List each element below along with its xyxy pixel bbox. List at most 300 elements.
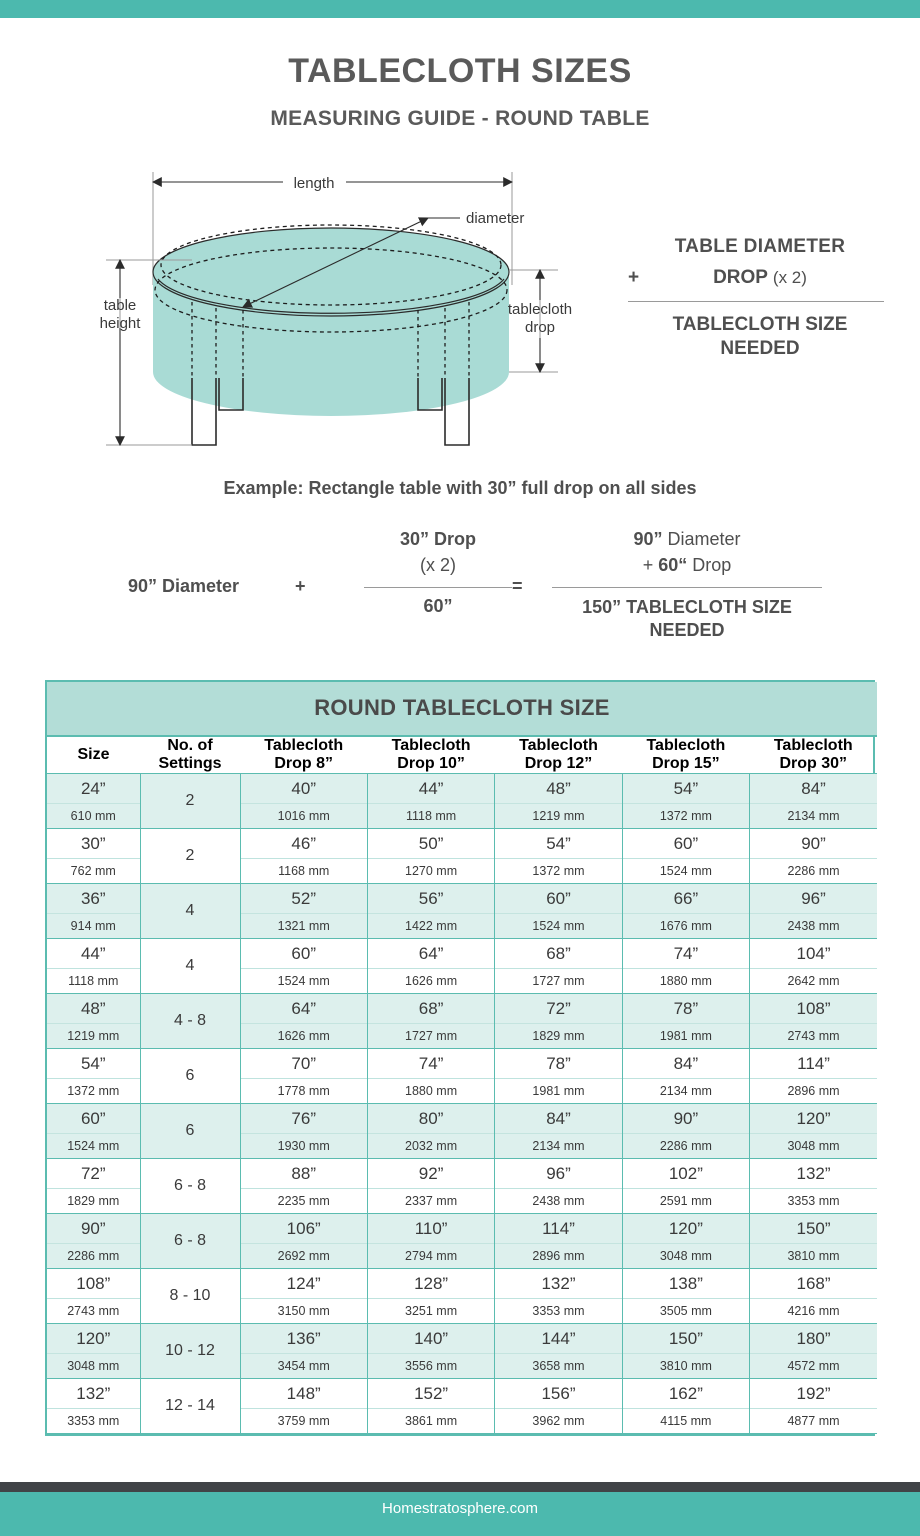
page-title: TABLECLOTH SIZES — [288, 52, 632, 90]
table-row — [47, 1324, 877, 1379]
cell-drop-30-mm: 2743 mm — [787, 1029, 840, 1043]
cell-drop-30-inches: 108” — [750, 994, 877, 1024]
cell-drop-30-mm: 2286 mm — [787, 864, 840, 878]
cell-settings: 6 - 8 — [140, 1159, 240, 1214]
cell-drop-15-inches: 60” — [623, 829, 749, 859]
table-row — [47, 884, 877, 939]
table-header-row — [47, 736, 877, 774]
footer-dark-bar — [0, 1482, 920, 1492]
cell-drop-15-mm: 2591 mm — [659, 1194, 712, 1208]
cell-drop-15-inches: 120” — [623, 1214, 749, 1244]
cell-drop-30-mm: 3353 mm — [787, 1194, 840, 1208]
cell-drop-15 — [622, 939, 749, 994]
cell-drop-12 — [495, 1379, 622, 1434]
cell-drop-8-inches: 148” — [241, 1379, 367, 1409]
cell-drop-15-inches: 150” — [623, 1324, 749, 1354]
cell-drop-12-mm: 1727 mm — [532, 974, 585, 988]
cell-drop-12-inches: 72” — [495, 994, 621, 1024]
cell-drop-8-inches: 88” — [241, 1159, 367, 1189]
cell-drop-10-inches: 56” — [368, 884, 494, 914]
cell-drop-12 — [495, 774, 622, 829]
example-result-drop-value: 60“ — [658, 555, 688, 576]
cell-settings: 12 - 14 — [140, 1379, 240, 1434]
cell-drop-12-mm: 2134 mm — [532, 1139, 585, 1153]
cell-drop-8 — [240, 1049, 367, 1104]
cell-size — [47, 1324, 140, 1379]
round-table-diagram — [88, 160, 588, 460]
cell-drop-10-mm: 1118 mm — [405, 809, 457, 823]
cell-size-mm: 3048 mm — [67, 1359, 120, 1373]
cell-size-inches: 120” — [47, 1324, 140, 1354]
cell-drop-8 — [240, 1159, 367, 1214]
cell-drop-30-inches: 104” — [750, 939, 877, 969]
cell-drop-12-mm: 3353 mm — [532, 1304, 585, 1318]
cell-drop-12-mm: 2438 mm — [532, 1194, 585, 1208]
table-title: ROUND TABLECLOTH SIZE — [47, 682, 877, 736]
cell-drop-12-mm: 1372 mm — [532, 864, 585, 878]
cell-drop-10-mm: 3556 mm — [405, 1359, 458, 1373]
cell-drop-15 — [622, 1214, 749, 1269]
cell-drop-10-inches: 140” — [368, 1324, 494, 1354]
cell-drop-15 — [622, 1324, 749, 1379]
cell-drop-30 — [750, 1324, 877, 1379]
cell-drop-30-mm: 4877 mm — [787, 1414, 840, 1428]
formula-divider — [628, 301, 884, 302]
example-result-drop-label: Drop — [692, 555, 732, 576]
cell-size-inches: 44” — [47, 939, 140, 969]
col-header-drop-15 — [622, 736, 749, 774]
col-header-drop-12-line2: Drop 12” — [524, 755, 593, 772]
top-accent-band — [0, 0, 920, 18]
cell-drop-10 — [367, 1159, 494, 1214]
cell-drop-10 — [367, 939, 494, 994]
table-row — [47, 1269, 877, 1324]
example-result-diameter-label: Diameter — [667, 529, 741, 549]
cell-settings: 6 — [140, 1104, 240, 1159]
col-header-settings — [140, 736, 240, 774]
cell-drop-10 — [367, 1049, 494, 1104]
cell-drop-10-mm: 2794 mm — [405, 1249, 458, 1263]
cell-drop-8-mm: 1626 mm — [277, 1029, 330, 1043]
cell-drop-10 — [367, 774, 494, 829]
example-result-numerator — [548, 526, 826, 578]
cell-drop-15-mm: 1676 mm — [659, 919, 712, 933]
cell-drop-12-mm: 1981 mm — [532, 1084, 585, 1098]
cell-drop-30-inches: 114” — [750, 1049, 877, 1079]
example-result-total-line2: NEEDED — [649, 620, 725, 641]
table-row — [47, 1379, 877, 1434]
col-header-drop-10-line1: Tablecloth — [391, 737, 471, 754]
cell-drop-8-inches: 106” — [241, 1214, 367, 1244]
cell-size-mm: 610 mm — [70, 809, 116, 823]
cell-drop-15-mm: 1524 mm — [659, 864, 712, 878]
cell-drop-30-mm: 2642 mm — [787, 974, 840, 988]
cell-size-mm: 2286 mm — [67, 1249, 120, 1263]
cell-drop-8-mm: 1930 mm — [277, 1139, 330, 1153]
example-fraction-result — [548, 526, 826, 642]
cell-drop-12-inches: 114” — [495, 1214, 621, 1244]
col-header-drop-15-line2: Drop 15” — [652, 755, 720, 772]
cell-drop-8 — [240, 1324, 367, 1379]
footer-site-name: Homestratosphere.com — [382, 1500, 538, 1517]
cell-drop-10 — [367, 1269, 494, 1324]
cell-drop-8-inches: 46” — [241, 829, 367, 859]
cell-drop-10-mm: 3251 mm — [405, 1304, 458, 1318]
example-fraction-bar — [364, 587, 512, 588]
cell-drop-12 — [495, 1214, 622, 1269]
cell-drop-30 — [750, 829, 877, 884]
col-header-size — [47, 736, 140, 774]
cell-drop-10 — [367, 829, 494, 884]
cell-drop-10-mm: 1422 mm — [405, 919, 458, 933]
cell-drop-30 — [750, 939, 877, 994]
table-row — [47, 994, 877, 1049]
cell-drop-12-inches: 96” — [495, 1159, 621, 1189]
col-header-drop-30-line1: Tablecloth — [773, 737, 853, 754]
col-header-drop-8-line1: Tablecloth — [264, 737, 344, 754]
cell-drop-12-inches: 84” — [495, 1104, 621, 1134]
cell-drop-8 — [240, 1104, 367, 1159]
cell-drop-12 — [495, 1049, 622, 1104]
cell-size — [47, 1379, 140, 1434]
cell-drop-12-inches: 144” — [495, 1324, 621, 1354]
cell-drop-8-mm: 1321 mm — [277, 919, 330, 933]
cell-drop-15-inches: 162” — [623, 1379, 749, 1409]
example-result-total-line1: 150” TABLECLOTH SIZE — [582, 597, 792, 618]
cell-size — [47, 884, 140, 939]
cell-drop-15-inches: 74” — [623, 939, 749, 969]
cell-drop-15-inches: 102” — [623, 1159, 749, 1189]
cell-drop-15-inches: 54” — [623, 774, 749, 804]
cell-drop-15-inches: 78” — [623, 994, 749, 1024]
cell-drop-15-inches: 90” — [623, 1104, 749, 1134]
cell-drop-8 — [240, 884, 367, 939]
round-tablecloth-size-table — [45, 680, 875, 1436]
cell-drop-15-mm: 3810 mm — [659, 1359, 712, 1373]
cell-drop-10 — [367, 1379, 494, 1434]
cell-size-inches: 108” — [47, 1269, 140, 1299]
cell-settings: 10 - 12 — [140, 1324, 240, 1379]
cell-drop-15 — [622, 884, 749, 939]
cell-drop-15-mm: 1880 mm — [659, 974, 712, 988]
cell-size — [47, 1269, 140, 1324]
cell-drop-30-inches: 96” — [750, 884, 877, 914]
cell-drop-15 — [622, 994, 749, 1049]
example-result-denominator — [548, 596, 826, 642]
cell-settings: 4 - 8 — [140, 994, 240, 1049]
cell-drop-12-mm: 3658 mm — [532, 1359, 585, 1373]
col-header-drop-30-line2: Drop 30” — [779, 755, 848, 772]
cell-drop-10 — [367, 1214, 494, 1269]
cell-drop-10-inches: 128” — [368, 1269, 494, 1299]
cell-size-inches: 132” — [47, 1379, 140, 1409]
cell-drop-8-inches: 40” — [241, 774, 367, 804]
cell-size-mm: 3353 mm — [67, 1414, 120, 1428]
cell-size — [47, 939, 140, 994]
col-header-drop-10-line2: Drop 10” — [397, 755, 465, 772]
cell-drop-30-mm: 4572 mm — [787, 1359, 840, 1373]
tablecloth-drop-label-line2: drop — [524, 319, 556, 336]
cell-drop-10-mm: 3861 mm — [405, 1414, 458, 1428]
cell-settings: 2 — [140, 829, 240, 884]
cell-drop-30 — [750, 1214, 877, 1269]
example-title: Example: Rectangle table with 30” full drop on all sides — [223, 478, 697, 498]
cell-drop-12 — [495, 939, 622, 994]
cell-drop-10-inches: 92” — [368, 1159, 494, 1189]
cell-drop-12-mm: 1219 mm — [532, 809, 585, 823]
cell-size — [47, 994, 140, 1049]
formula-result-line2: NEEDED — [720, 338, 800, 360]
col-header-drop-30 — [750, 736, 877, 774]
formula-plus-sign: + — [628, 267, 640, 288]
cell-drop-15 — [622, 1049, 749, 1104]
cell-drop-8-inches: 136” — [241, 1324, 367, 1354]
table-height-label-line1: table — [103, 297, 137, 314]
cell-drop-12-inches: 48” — [495, 774, 621, 804]
cell-drop-10 — [367, 994, 494, 1049]
cell-drop-30 — [750, 1104, 877, 1159]
cell-drop-10-mm: 1626 mm — [405, 974, 458, 988]
cell-drop-30-inches: 180” — [750, 1324, 877, 1354]
cell-drop-8-mm: 2235 mm — [277, 1194, 330, 1208]
cell-drop-30 — [750, 1269, 877, 1324]
table-row — [47, 1214, 877, 1269]
example-drop-denominator: 60” — [423, 596, 453, 617]
cell-drop-8 — [240, 994, 367, 1049]
cell-drop-30-mm: 2134 mm — [787, 809, 840, 823]
formula-result-line1: TABLECLOTH SIZE — [672, 314, 848, 335]
cell-drop-12-inches: 54” — [495, 829, 621, 859]
cell-drop-30-inches: 84” — [750, 774, 877, 804]
cell-drop-30-inches: 192” — [750, 1379, 877, 1409]
cell-drop-30-mm: 3810 mm — [787, 1249, 840, 1263]
cell-size-mm: 1524 mm — [67, 1139, 120, 1153]
cell-drop-10-mm: 1270 mm — [405, 864, 458, 878]
cell-size-mm: 1118 mm — [68, 974, 119, 988]
cell-drop-15-inches: 138” — [623, 1269, 749, 1299]
cell-drop-8-mm: 3454 mm — [277, 1359, 330, 1373]
cell-size-inches: 36” — [47, 884, 140, 914]
cell-drop-30 — [750, 774, 877, 829]
cell-drop-30-inches: 90” — [750, 829, 877, 859]
cell-drop-10 — [367, 884, 494, 939]
cell-drop-10-inches: 74” — [368, 1049, 494, 1079]
cell-drop-15-mm: 1981 mm — [659, 1029, 712, 1043]
cell-drop-30 — [750, 884, 877, 939]
cell-drop-10-mm: 1880 mm — [405, 1084, 458, 1098]
cell-drop-12 — [495, 1159, 622, 1214]
cell-drop-10-mm: 2032 mm — [405, 1139, 458, 1153]
cell-drop-12-mm: 1524 mm — [532, 919, 585, 933]
formula-result — [612, 313, 892, 362]
example-plus-sign: + — [295, 576, 306, 596]
cell-drop-10-mm: 1727 mm — [405, 1029, 458, 1043]
cell-size-mm: 1219 mm — [67, 1029, 120, 1043]
cell-drop-12 — [495, 1104, 622, 1159]
table-row — [47, 1049, 877, 1104]
cell-drop-8-mm: 3759 mm — [277, 1414, 330, 1428]
cell-drop-15 — [622, 1379, 749, 1434]
cell-drop-15-mm: 2286 mm — [659, 1139, 712, 1153]
cell-size-inches: 24” — [47, 774, 140, 804]
cell-drop-30 — [750, 1379, 877, 1434]
cell-drop-30-inches: 120” — [750, 1104, 877, 1134]
cell-drop-30-mm: 3048 mm — [787, 1139, 840, 1153]
cell-drop-30-mm: 4216 mm — [787, 1304, 840, 1318]
formula-drop-label: DROP — [713, 267, 768, 288]
formula-table-diameter: TABLE DIAMETER — [674, 236, 846, 257]
col-header-drop-12 — [495, 736, 622, 774]
cell-drop-8 — [240, 1269, 367, 1324]
cell-settings: 6 — [140, 1049, 240, 1104]
cell-settings: 8 - 10 — [140, 1269, 240, 1324]
cell-drop-10-inches: 68” — [368, 994, 494, 1024]
cell-drop-15-mm: 3505 mm — [659, 1304, 712, 1318]
table-illustration-svg — [88, 160, 588, 460]
cell-size — [47, 1049, 140, 1104]
cell-drop-8-mm: 1524 mm — [277, 974, 330, 988]
formula-block — [612, 236, 892, 362]
cell-drop-30 — [750, 1049, 877, 1104]
cell-drop-15 — [622, 829, 749, 884]
cell-drop-8-mm: 1016 mm — [277, 809, 330, 823]
col-header-drop-12-line1: Tablecloth — [519, 737, 598, 754]
cell-drop-12 — [495, 994, 622, 1049]
cell-size-inches: 72” — [47, 1159, 140, 1189]
cell-drop-8-inches: 124” — [241, 1269, 367, 1299]
cell-drop-8 — [240, 829, 367, 884]
cell-drop-30-mm: 2438 mm — [787, 919, 840, 933]
cell-drop-8 — [240, 1214, 367, 1269]
cell-size-inches: 30” — [47, 829, 140, 859]
cell-size — [47, 1104, 140, 1159]
cell-drop-12-inches: 132” — [495, 1269, 621, 1299]
cell-size-inches: 90” — [47, 1214, 140, 1244]
table-row — [47, 774, 877, 829]
cell-size-mm: 762 mm — [70, 864, 116, 878]
table-row — [47, 939, 877, 994]
table-row — [47, 1104, 877, 1159]
col-header-size-line1: Size — [77, 746, 110, 763]
cell-drop-12-inches: 60” — [495, 884, 621, 914]
cell-size — [47, 829, 140, 884]
cell-drop-10-inches: 44” — [368, 774, 494, 804]
cell-drop-15 — [622, 1159, 749, 1214]
cell-size-mm: 1372 mm — [67, 1084, 120, 1098]
cell-drop-15 — [622, 1104, 749, 1159]
table-body — [47, 774, 877, 1434]
cell-drop-15-inches: 66” — [623, 884, 749, 914]
example-fraction-numerator — [358, 526, 518, 578]
cell-drop-10 — [367, 1104, 494, 1159]
cell-settings: 6 - 8 — [140, 1214, 240, 1269]
cell-drop-8-mm: 3150 mm — [277, 1304, 330, 1318]
example-result-plus: + — [642, 555, 654, 576]
cell-size-inches: 48” — [47, 994, 140, 1024]
cell-drop-8 — [240, 1379, 367, 1434]
cell-drop-8-inches: 76” — [241, 1104, 367, 1134]
cell-drop-30-inches: 132” — [750, 1159, 877, 1189]
cell-drop-12-mm: 1829 mm — [532, 1029, 585, 1043]
cell-drop-15-mm: 3048 mm — [659, 1249, 712, 1263]
formula-drop-row — [612, 267, 892, 289]
cell-drop-8-inches: 70” — [241, 1049, 367, 1079]
cell-drop-12-mm: 2896 mm — [532, 1249, 585, 1263]
cell-drop-12 — [495, 829, 622, 884]
cell-drop-12-mm: 3962 mm — [532, 1414, 585, 1428]
cell-size-inches: 60” — [47, 1104, 140, 1134]
cell-drop-8-mm: 1778 mm — [277, 1084, 330, 1098]
cell-size-mm: 1829 mm — [67, 1194, 120, 1208]
cell-drop-15-inches: 84” — [623, 1049, 749, 1079]
cell-drop-10-inches: 80” — [368, 1104, 494, 1134]
example-equation — [110, 516, 830, 641]
col-header-settings-line2: Settings — [158, 755, 222, 772]
cell-drop-12-inches: 68” — [495, 939, 621, 969]
cell-drop-30-inches: 168” — [750, 1269, 877, 1299]
example-fraction-drop — [358, 526, 518, 617]
cell-drop-10 — [367, 1324, 494, 1379]
example-drop-line1: 30” Drop — [399, 529, 477, 549]
cell-drop-12-inches: 78” — [495, 1049, 621, 1079]
example-result-diameter-value: 90” — [633, 529, 663, 549]
cell-size-mm: 2743 mm — [67, 1304, 120, 1318]
length-label: length — [293, 175, 335, 192]
example-result-bar — [552, 587, 822, 588]
cell-drop-15 — [622, 774, 749, 829]
cell-drop-30-inches: 150” — [750, 1214, 877, 1244]
example-left-term: 90” Diameter — [128, 576, 240, 596]
cell-drop-10-inches: 152” — [368, 1379, 494, 1409]
cell-size-mm: 914 mm — [70, 919, 116, 933]
cell-drop-8 — [240, 939, 367, 994]
cell-drop-30-mm: 2896 mm — [787, 1084, 840, 1098]
col-header-drop-8 — [240, 736, 367, 774]
table-row — [47, 829, 877, 884]
cell-drop-8-mm: 2692 mm — [277, 1249, 330, 1263]
cell-drop-15 — [622, 1269, 749, 1324]
cell-drop-10-inches: 110” — [368, 1214, 494, 1244]
table-row — [47, 1159, 877, 1214]
cell-drop-8-inches: 60” — [241, 939, 367, 969]
cell-size — [47, 1159, 140, 1214]
cell-drop-10-mm: 2337 mm — [405, 1194, 458, 1208]
cell-size — [47, 774, 140, 829]
cell-drop-8-inches: 64” — [241, 994, 367, 1024]
example-equals-sign: = — [512, 576, 523, 596]
page-subtitle: MEASURING GUIDE - ROUND TABLE — [270, 107, 650, 130]
cell-drop-10-inches: 64” — [368, 939, 494, 969]
example-drop-line2: (x 2) — [420, 555, 456, 576]
tablecloth-drop-label-line1: tablecloth — [507, 301, 573, 318]
cell-drop-30 — [750, 994, 877, 1049]
cell-drop-15-mm: 4115 mm — [660, 1414, 712, 1428]
cell-drop-8-mm: 1168 mm — [278, 864, 330, 878]
cell-settings: 4 — [140, 884, 240, 939]
cell-drop-15-mm: 1372 mm — [659, 809, 712, 823]
cell-size-inches: 54” — [47, 1049, 140, 1079]
formula-drop-multiplier: (x 2) — [772, 268, 807, 287]
cell-size — [47, 1214, 140, 1269]
table-title-row — [47, 682, 877, 736]
cell-drop-30 — [750, 1159, 877, 1214]
col-header-drop-10 — [367, 736, 494, 774]
cell-drop-15-mm: 2134 mm — [659, 1084, 712, 1098]
cell-drop-12-inches: 156” — [495, 1379, 621, 1409]
cell-drop-10-inches: 50” — [368, 829, 494, 859]
cell-drop-12 — [495, 1324, 622, 1379]
cell-drop-12 — [495, 884, 622, 939]
